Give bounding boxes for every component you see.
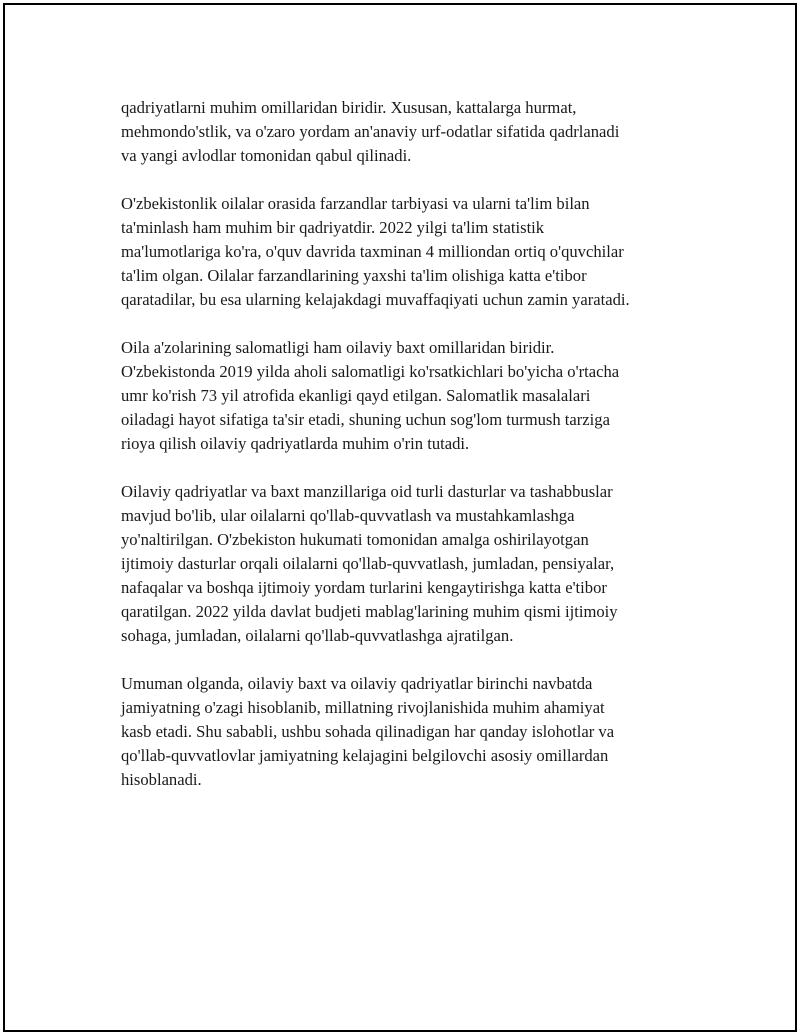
page-border	[3, 3, 797, 1032]
paragraph-5: Umuman olganda, oilaviy baxt va oilaviy qadriyatlar birinchi navbatda jamiyatning o'zagi hisoblanib, millatning rivojlanishida muhim ahamiyat kasb etadi. Shu sababli, ushbu sohada qilinadigan har qanday islohotlar va qo'llab-quvvatlovlar jamiyatning kelajagini belgilovchi asosiy omillardan hisoblanadi.	[121, 674, 615, 789]
paragraph-3: Oila a'zolarining salomatligi ham oilaviy baxt omillaridan biridir. O'zbekistonda 2019 yilda aholi salomatligi ko'rsatkichlari bo'yicha o'rtacha umr ko'rish 73 yil atrofida ekanligi qayd etilgan. Salomatlik masalalari oiladagi hayot sifatiga ta'sir etadi, shuning uchun sog'lom turmush tarziga rioya qilish oilaviy qadriyatlarda muhim o'rin tutadi.	[121, 338, 620, 453]
document-body	[121, 96, 701, 816]
paragraph-4: Oilaviy qadriyatlar va baxt manzillariga oid turli dasturlar va tashabbuslar mavjud bo'lib, ular oilalarni qo'llab-quvvatlash va mustahkamlashga yo'naltirilgan. O'zbekiston hukumati tomonidan amalga oshirilayotgan ijtimoiy dasturlar orqali oilalarni qo'llab-quvvatlash, jumladan, pensiyalar, nafaqalar va boshqa ijtimoiy yordam turlarini kengaytirishga katta e'tibor qaratilgan. 2022 yilda davlat budjeti mablag'larining muhim qismi ijtimoiy sohaga, jumladan, oilalarni qo'llab-quvvatlashga ajratilgan.	[121, 482, 618, 645]
paragraph-1: qadriyatlarni muhim omillaridan biridir. Xususan, kattalarga hurmat, mehmondo'stlik, va o'zaro yordam an'anaviy urf-odatlar sifatida qadrlanadi va yangi avlodlar tomonidan qabul qilinadi.	[121, 98, 620, 165]
paragraph-2: O'zbekistonlik oilalar orasida farzandlar tarbiyasi va ularni ta'lim bilan ta'minlash ham muhim bir qadriyatdir. 2022 yilgi ta'lim statistik ma'lumotlariga ko'ra, o'quv davrida taxminan 4 milliondan ortiq o'quvchilar ta'lim olgan. Oilalar farzandlarining yaxshi ta'lim olishiga katta e'tibor qaratadilar, bu esa ularning kelajakdagi muvaffaqiyati uchun zamin yaratadi.	[121, 194, 630, 309]
